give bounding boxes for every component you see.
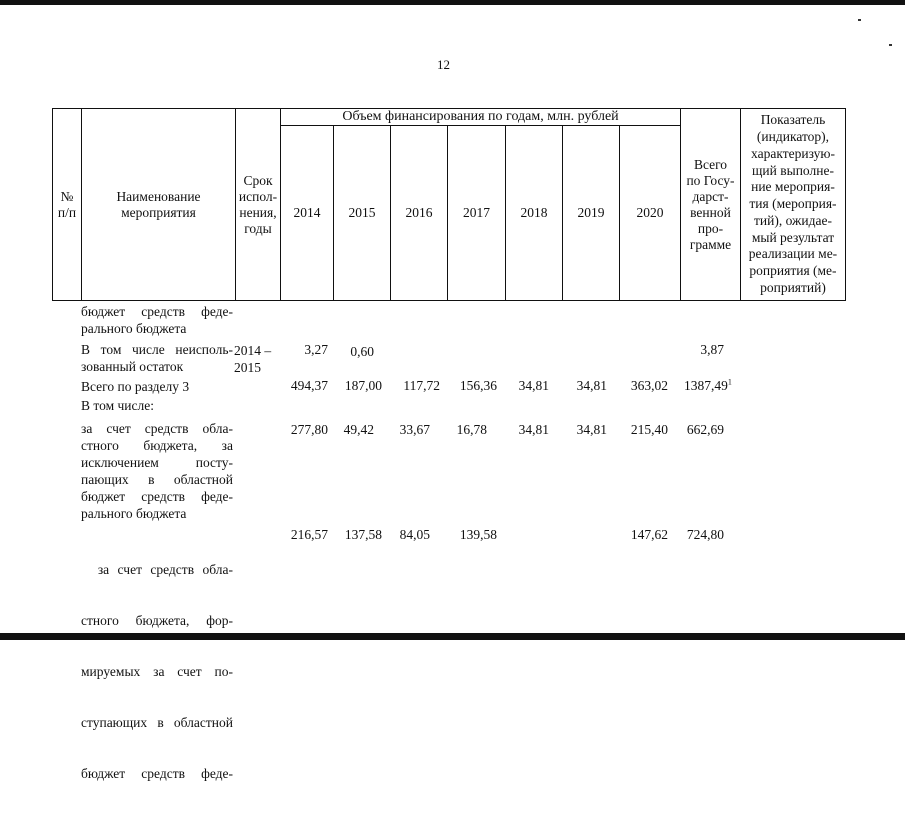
row-value-2018: 34,81 xyxy=(518,378,549,393)
scan-top-border xyxy=(0,0,905,5)
row-name-line: стного бюджета, за xyxy=(81,438,233,453)
row-value-2018: 34,81 xyxy=(518,422,549,437)
row-total xyxy=(684,378,732,394)
row-name-line: ступающих в областной xyxy=(81,715,233,730)
header-col-total: Всего по Госу- дарст- венной про- грамме xyxy=(686,156,735,252)
row-name xyxy=(81,397,233,414)
row-name-line: бюджет средств феде- xyxy=(81,766,233,781)
row-name-line: мируемых за счет по- xyxy=(81,664,233,679)
row-value-2015: 49,42 xyxy=(343,422,374,437)
footnote-mark: 1 xyxy=(727,377,732,387)
row-value-2015: 187,00 xyxy=(344,378,382,393)
row-name xyxy=(81,420,233,522)
row-value-2014: 494,37 xyxy=(290,378,328,393)
row-term: 2014 – 2015 xyxy=(234,343,272,375)
row-value-2016: 117,72 xyxy=(403,378,440,393)
row-name-line: за счет средств обла- xyxy=(81,562,233,577)
row-name xyxy=(81,378,233,395)
row-name-line: В том числе неисполь- xyxy=(81,342,233,357)
row-name-line: пающих в областной xyxy=(81,472,233,487)
page-number: 12 xyxy=(437,57,450,72)
header-col-name: Наименование мероприятия xyxy=(116,188,201,220)
row-name-line: исключением посту- xyxy=(81,455,233,470)
row-value-2020: 147,62 xyxy=(630,527,668,542)
row-value-2016: 33,67 xyxy=(399,422,430,437)
col-rule xyxy=(845,108,846,301)
row-value-2017: 156,36 xyxy=(459,378,497,393)
row-name-line: зованный остаток xyxy=(81,359,184,374)
row-value-2017: 139,58 xyxy=(459,527,497,542)
row-value-2015: 0,60 xyxy=(350,344,374,359)
header-year-2017: 2017 xyxy=(463,205,490,220)
scan-bottom-border xyxy=(0,633,905,640)
row-name-line: бюджет средств феде- xyxy=(81,304,233,319)
row-value-2014: 3,27 xyxy=(304,342,328,357)
row-total: 662,69 xyxy=(686,422,724,437)
row-value-2020: 215,40 xyxy=(630,422,668,437)
row-value-2014: 216,57 xyxy=(290,527,328,542)
row-name-line: стного бюджета, фор- xyxy=(81,613,233,628)
header-col-indicator: Показатель (индикатор), характеризую- щий выполне- ние мероприя- тия (мероприя- тий), ожидае- мый результат реализации ме- роприятия (ме- роприятий) xyxy=(748,112,838,296)
row-name-line: рального бюджета xyxy=(81,506,187,521)
row-value-2015: 137,58 xyxy=(344,527,382,542)
row-name-line: за счет средств обла- xyxy=(81,421,233,436)
row-name xyxy=(81,341,233,375)
header-col-number: № п/п xyxy=(57,188,77,220)
row-value-2016: 84,05 xyxy=(399,527,430,542)
header-year-2020: 2020 xyxy=(636,205,664,220)
row-value-2019: 34,81 xyxy=(576,422,607,437)
row-name-line: рального бюджета xyxy=(81,321,187,336)
row-name-line: В том числе: xyxy=(81,398,154,413)
table-header xyxy=(52,108,846,301)
row-total: 3,87 xyxy=(700,342,724,357)
scan-speck xyxy=(858,19,861,21)
row-name-line: бюджет средств феде- xyxy=(81,489,233,504)
row-name xyxy=(81,303,233,337)
row-value-2017: 16,78 xyxy=(456,422,487,437)
header-col-term: Срок испол- нения, годы xyxy=(238,172,278,236)
row-value-2020: 363,02 xyxy=(630,378,668,393)
header-bottom-rule xyxy=(52,300,846,301)
header-year-2019: 2019 xyxy=(577,205,605,220)
row-name xyxy=(81,527,233,816)
scan-speck xyxy=(889,44,892,46)
row-total: 724,80 xyxy=(686,527,724,542)
header-year-2015: 2015 xyxy=(348,205,376,220)
header-year-2018: 2018 xyxy=(520,205,548,220)
header-year-2014: 2014 xyxy=(293,205,321,220)
header-year-2016: 2016 xyxy=(405,205,433,220)
row-name-line: Всего по разделу 3 xyxy=(81,379,190,394)
row-value-2014: 277,80 xyxy=(290,422,328,437)
row-value-2019: 34,81 xyxy=(576,378,607,393)
header-col-funding: Объем финансирования по годам, млн. рублей xyxy=(342,108,619,124)
row-total-value: 1387,49 xyxy=(684,378,728,393)
